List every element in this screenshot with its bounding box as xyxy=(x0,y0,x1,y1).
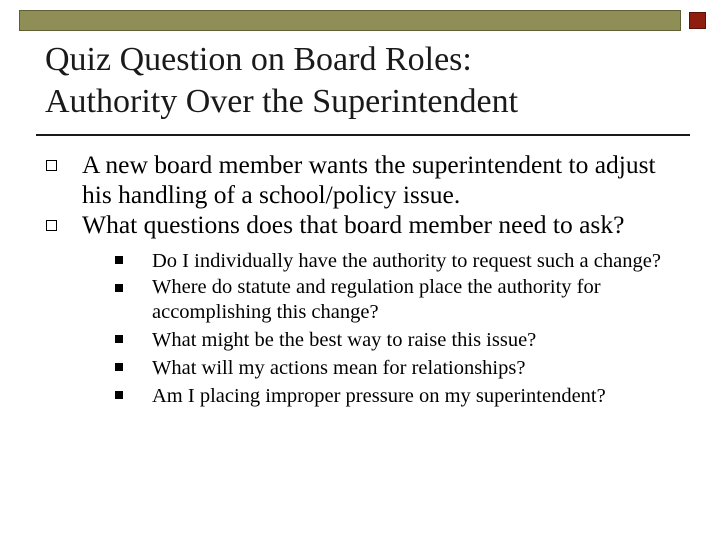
sub-bullet-item xyxy=(115,247,685,275)
corner-accent-box xyxy=(689,12,706,29)
sub-bullet-item xyxy=(115,354,685,382)
sub-bullet-item xyxy=(115,326,685,354)
bullet-list xyxy=(45,150,685,410)
filled-square-icon xyxy=(115,363,123,371)
sub-bullet-text: Where do statute and regulation place the authority for accomplishing this change? xyxy=(152,276,601,323)
slide-title xyxy=(45,39,685,123)
title-divider-rule xyxy=(36,134,690,136)
slide-title-line-2: Authority Over the Superintendent xyxy=(45,83,519,120)
filled-square-icon xyxy=(115,256,123,264)
filled-square-icon xyxy=(115,391,123,399)
sub-bullet-item xyxy=(115,275,685,326)
sub-bullet-text: Do I individually have the authority to request such a change? xyxy=(152,250,661,272)
filled-square-icon xyxy=(115,335,123,343)
filled-square-icon xyxy=(115,284,123,292)
bullet-text: What questions does that board member need to ask? xyxy=(82,210,625,239)
bullet-item xyxy=(45,210,685,410)
sub-bullet-text: What might be the best way to raise this issue? xyxy=(152,328,537,351)
sub-bullet-item xyxy=(115,382,685,410)
bullet-item xyxy=(45,150,685,210)
sub-bullet-text: Am I placing improper pressure on my superintendent? xyxy=(152,384,606,407)
hollow-square-icon xyxy=(46,160,57,171)
sub-bullet-text: What will my actions mean for relationships? xyxy=(152,356,526,379)
slide-title-line-1: Quiz Question on Board Roles: xyxy=(45,41,472,78)
slide-top-bar xyxy=(19,10,681,31)
hollow-square-icon xyxy=(46,220,57,231)
sub-bullet-list xyxy=(115,247,685,410)
bullet-text: A new board member wants the superintendent to adjust his handling of a school/policy issue. xyxy=(82,150,656,209)
